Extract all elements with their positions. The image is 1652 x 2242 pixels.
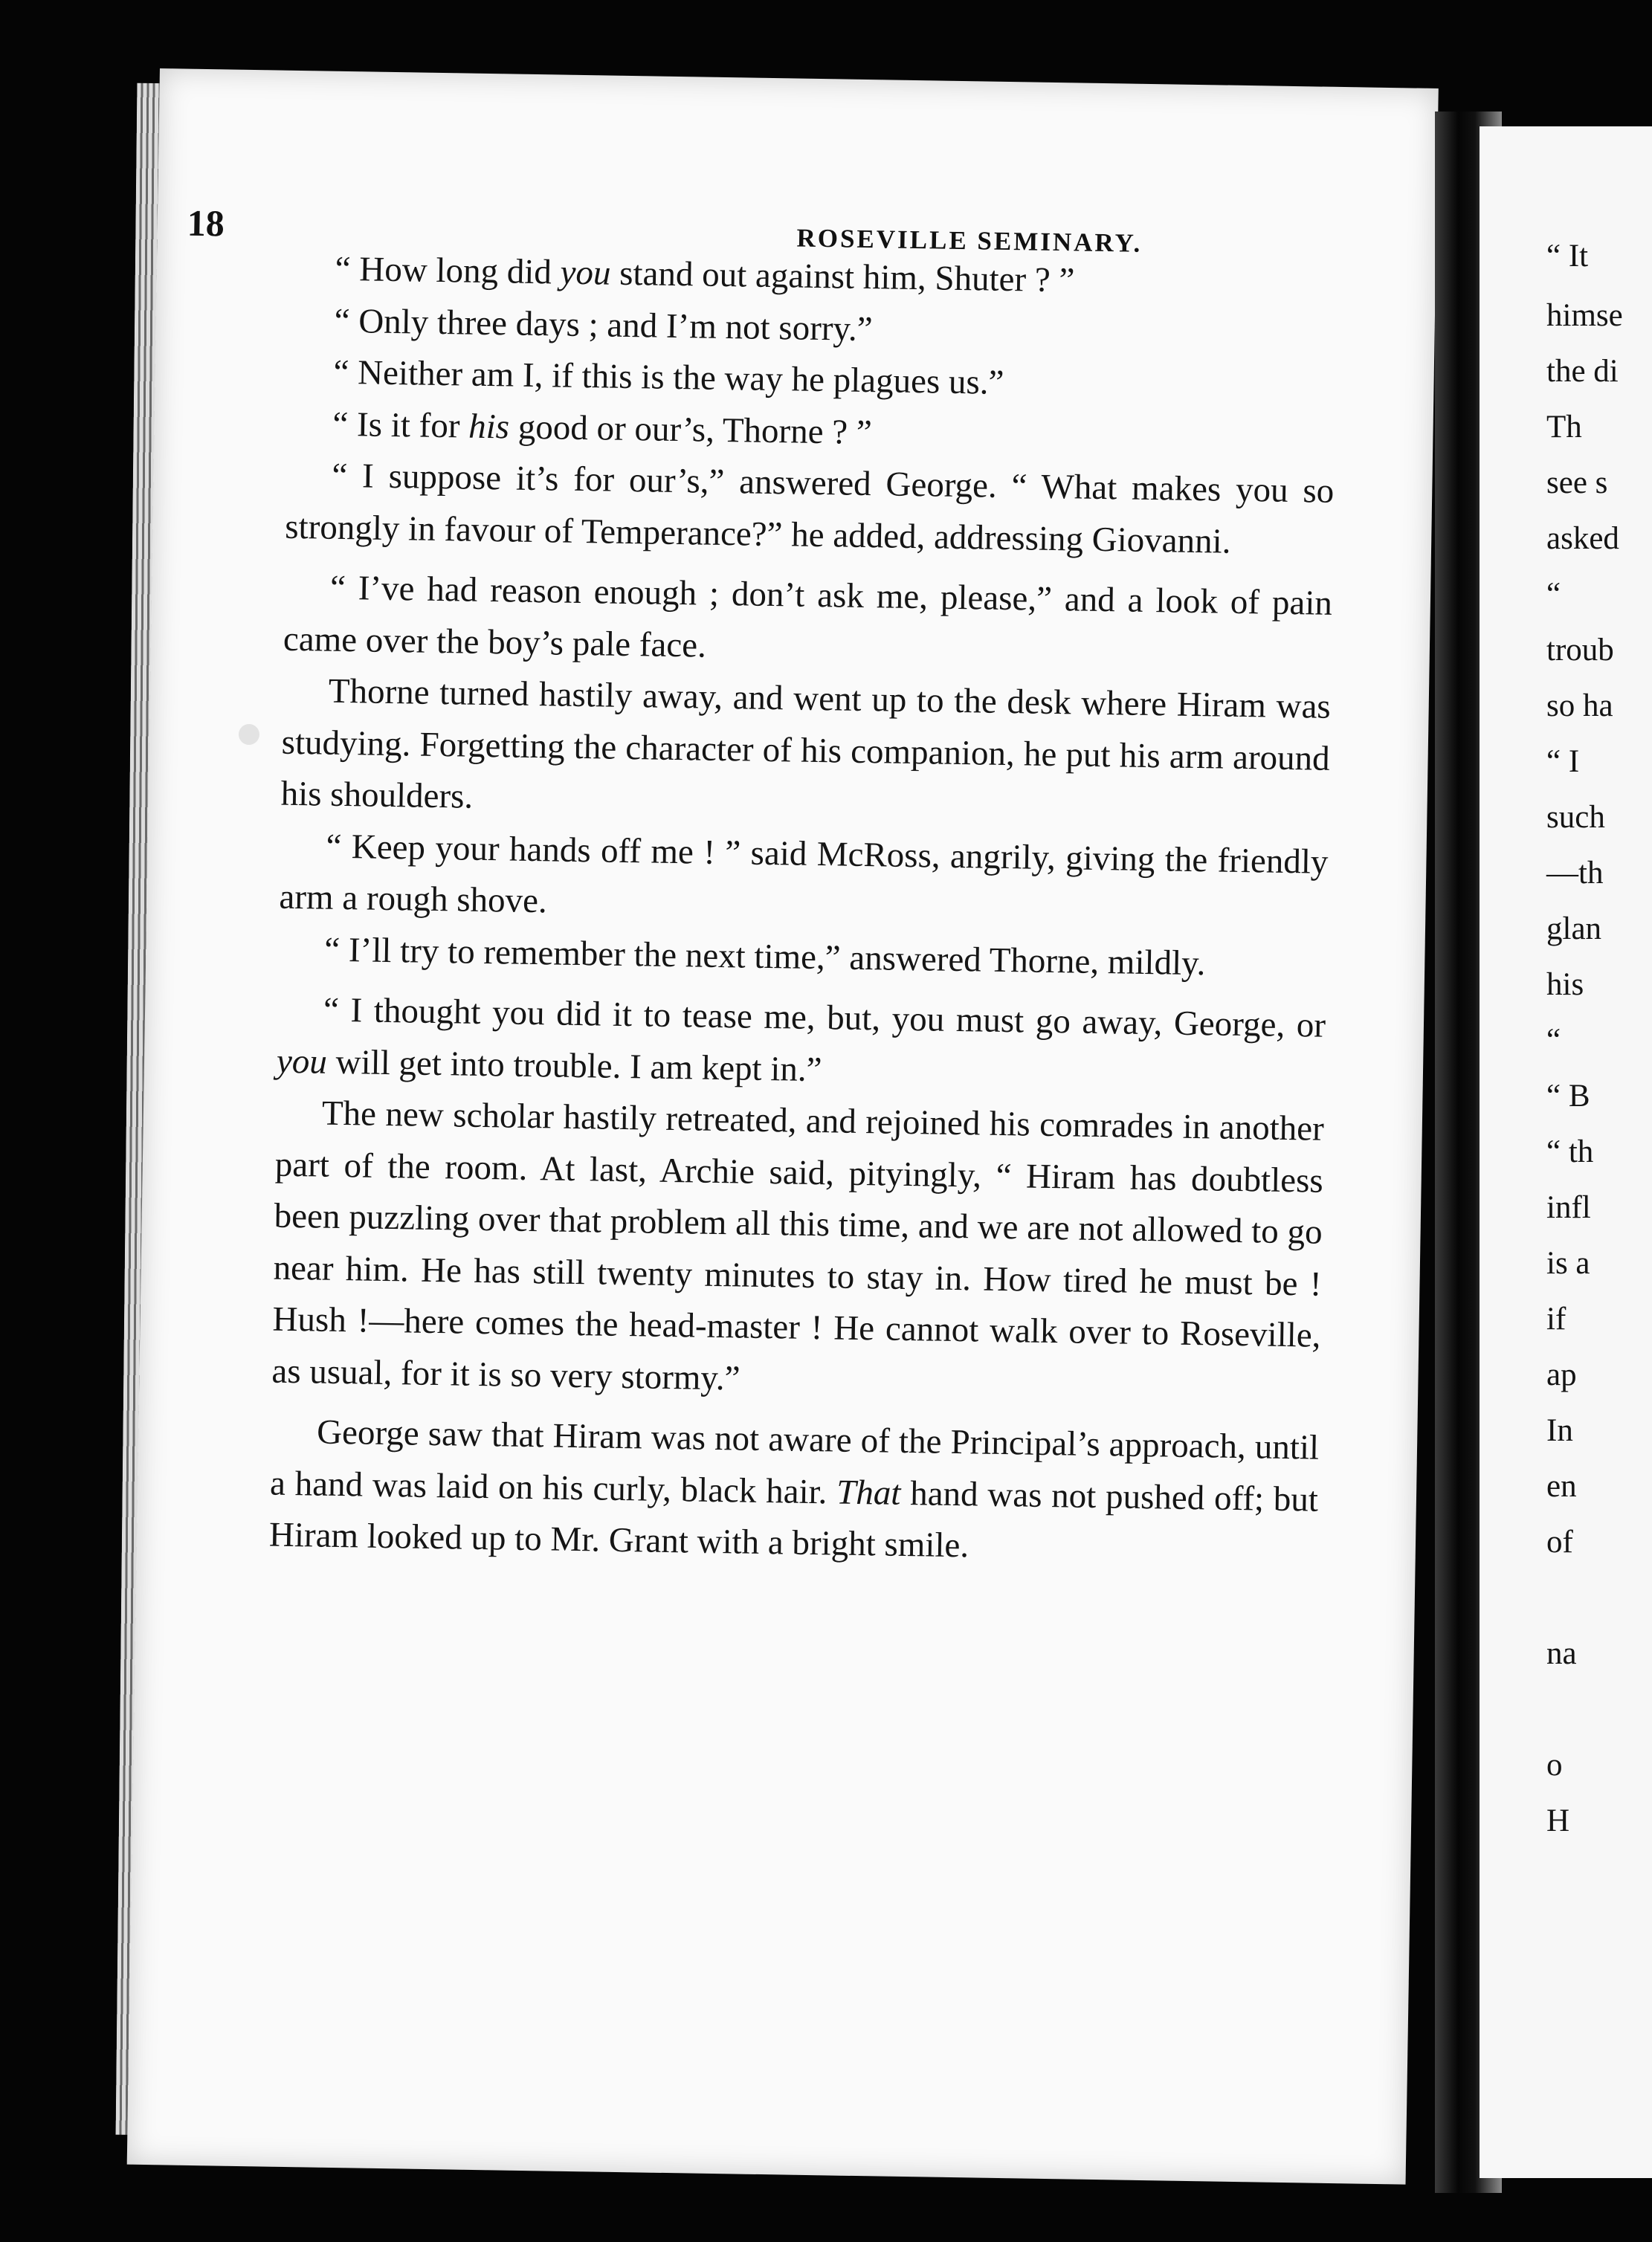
facing-page-text-fragment: of bbox=[1546, 1525, 1573, 1560]
facing-page-text-fragment: so ha bbox=[1546, 688, 1613, 723]
body-text bbox=[268, 243, 1338, 1577]
paragraph bbox=[280, 665, 1331, 837]
facing-page-text-fragment: see s bbox=[1546, 465, 1608, 500]
paragraph bbox=[279, 820, 1329, 940]
text-run: “ Only three days ; and I’m not sorry.” bbox=[334, 301, 873, 349]
scan-dust-spot bbox=[239, 724, 259, 745]
italic-text: his bbox=[468, 407, 510, 446]
italic-text: you bbox=[276, 1041, 328, 1082]
text-run: “ Is it for bbox=[332, 404, 469, 446]
italic-text: you bbox=[560, 253, 611, 293]
text-run: Thorne turned hastily away, and went up to the desk where Hiram was studying. Forgetting the character of his companion, he put his arm around his shoulders. bbox=[280, 671, 1332, 816]
facing-page-text-fragment: such bbox=[1546, 800, 1605, 835]
facing-page-text-fragment: en bbox=[1546, 1469, 1577, 1504]
facing-page-text-fragment: “ B bbox=[1546, 1079, 1590, 1114]
facing-page bbox=[1480, 126, 1652, 2178]
paragraph bbox=[268, 1406, 1319, 1578]
text-run: “ I’ve had reason enough ; don’t ask me, please,” and a look of pain came over the boy’s pale face. bbox=[283, 568, 1333, 665]
text-run: “ Neither am I, if this is the way he plagues us.” bbox=[333, 352, 1004, 402]
facing-page-text-fragment: “ It bbox=[1546, 239, 1589, 274]
facing-page-text-fragment: himse bbox=[1546, 298, 1623, 333]
facing-page-text-fragment: H bbox=[1546, 1803, 1570, 1838]
facing-page-text-fragment: the di bbox=[1546, 354, 1619, 389]
italic-text: That bbox=[836, 1473, 901, 1513]
facing-page-text-fragment: asked bbox=[1546, 521, 1619, 556]
facing-page-text-fragment: troub bbox=[1546, 633, 1614, 668]
facing-page-text-fragment: “ bbox=[1546, 577, 1561, 612]
paragraph bbox=[283, 562, 1332, 682]
paragraph bbox=[285, 450, 1335, 569]
text-run: good or our’s, Thorne ? ” bbox=[509, 407, 873, 452]
facing-page-text-fragment: infl bbox=[1546, 1190, 1591, 1225]
text-run: “ How long did bbox=[335, 249, 561, 292]
text-run: “ I suppose it’s for our’s,” answered George. “ What makes you so strongly in favour of Temperance?” he added, addressing Giovanni. bbox=[284, 456, 1335, 561]
facing-page-text-fragment: na bbox=[1546, 1636, 1577, 1671]
facing-page-text-fragment: is a bbox=[1546, 1246, 1590, 1281]
page-number: 18 bbox=[187, 201, 225, 245]
running-head: ROSEVILLE SEMINARY. bbox=[796, 223, 1143, 258]
facing-page-text-fragment: glan bbox=[1546, 911, 1602, 946]
text-run: “ Keep your hands off me ! ” said McRoss, angrily, giving the friendly arm a rough shove. bbox=[279, 827, 1329, 921]
facing-page-text-fragment: “ I bbox=[1546, 744, 1580, 779]
facing-page-text-fragment: if bbox=[1546, 1302, 1567, 1337]
facing-page-text-fragment: Th bbox=[1546, 410, 1582, 445]
facing-page-text-fragment: “ bbox=[1546, 1023, 1561, 1058]
paragraph bbox=[271, 1088, 1324, 1414]
text-run: hand was not pushed off; but Hiram looked up to Mr. Grant with a bright smile. bbox=[268, 1473, 1319, 1566]
facing-page-text-fragment: “ th bbox=[1546, 1134, 1594, 1169]
text-run: The new scholar hastily retreated, and rejoined his comrades in another part of the room. At last, Archie said, pityingly, “ Hiram has doubtless been puzzling over that problem all this time, and we are not allowed to go near him. He has still twenty minutes to stay in. How tired he must be ! Hush !—here comes the head-master ! He cannot walk over to Roseville, as usual, for it is so very stormy.” bbox=[271, 1093, 1325, 1398]
text-run: stand out against him, Shuter ? ” bbox=[610, 253, 1075, 300]
text-run: George saw that Hiram was not aware of the Principal’s approach, until a hand was laid on his curly, black hair. bbox=[269, 1412, 1320, 1512]
facing-page-text-fragment: In bbox=[1546, 1413, 1573, 1448]
text-run: “ I thought you did it to tease me, but, you must go away, George, or bbox=[323, 990, 1326, 1045]
left-page bbox=[127, 68, 1439, 2185]
facing-page-text-fragment: his bbox=[1546, 967, 1584, 1002]
paragraph bbox=[276, 984, 1326, 1104]
facing-page-text-fragment: —th bbox=[1546, 856, 1604, 891]
facing-page-text-fragment: ap bbox=[1546, 1357, 1577, 1392]
text-run: will get into trouble. I am kept in.” bbox=[326, 1042, 822, 1089]
text-run: “ I’ll try to remember the next time,” answered Thorne, mildly. bbox=[324, 930, 1206, 983]
facing-page-text-fragment: o bbox=[1546, 1748, 1563, 1783]
